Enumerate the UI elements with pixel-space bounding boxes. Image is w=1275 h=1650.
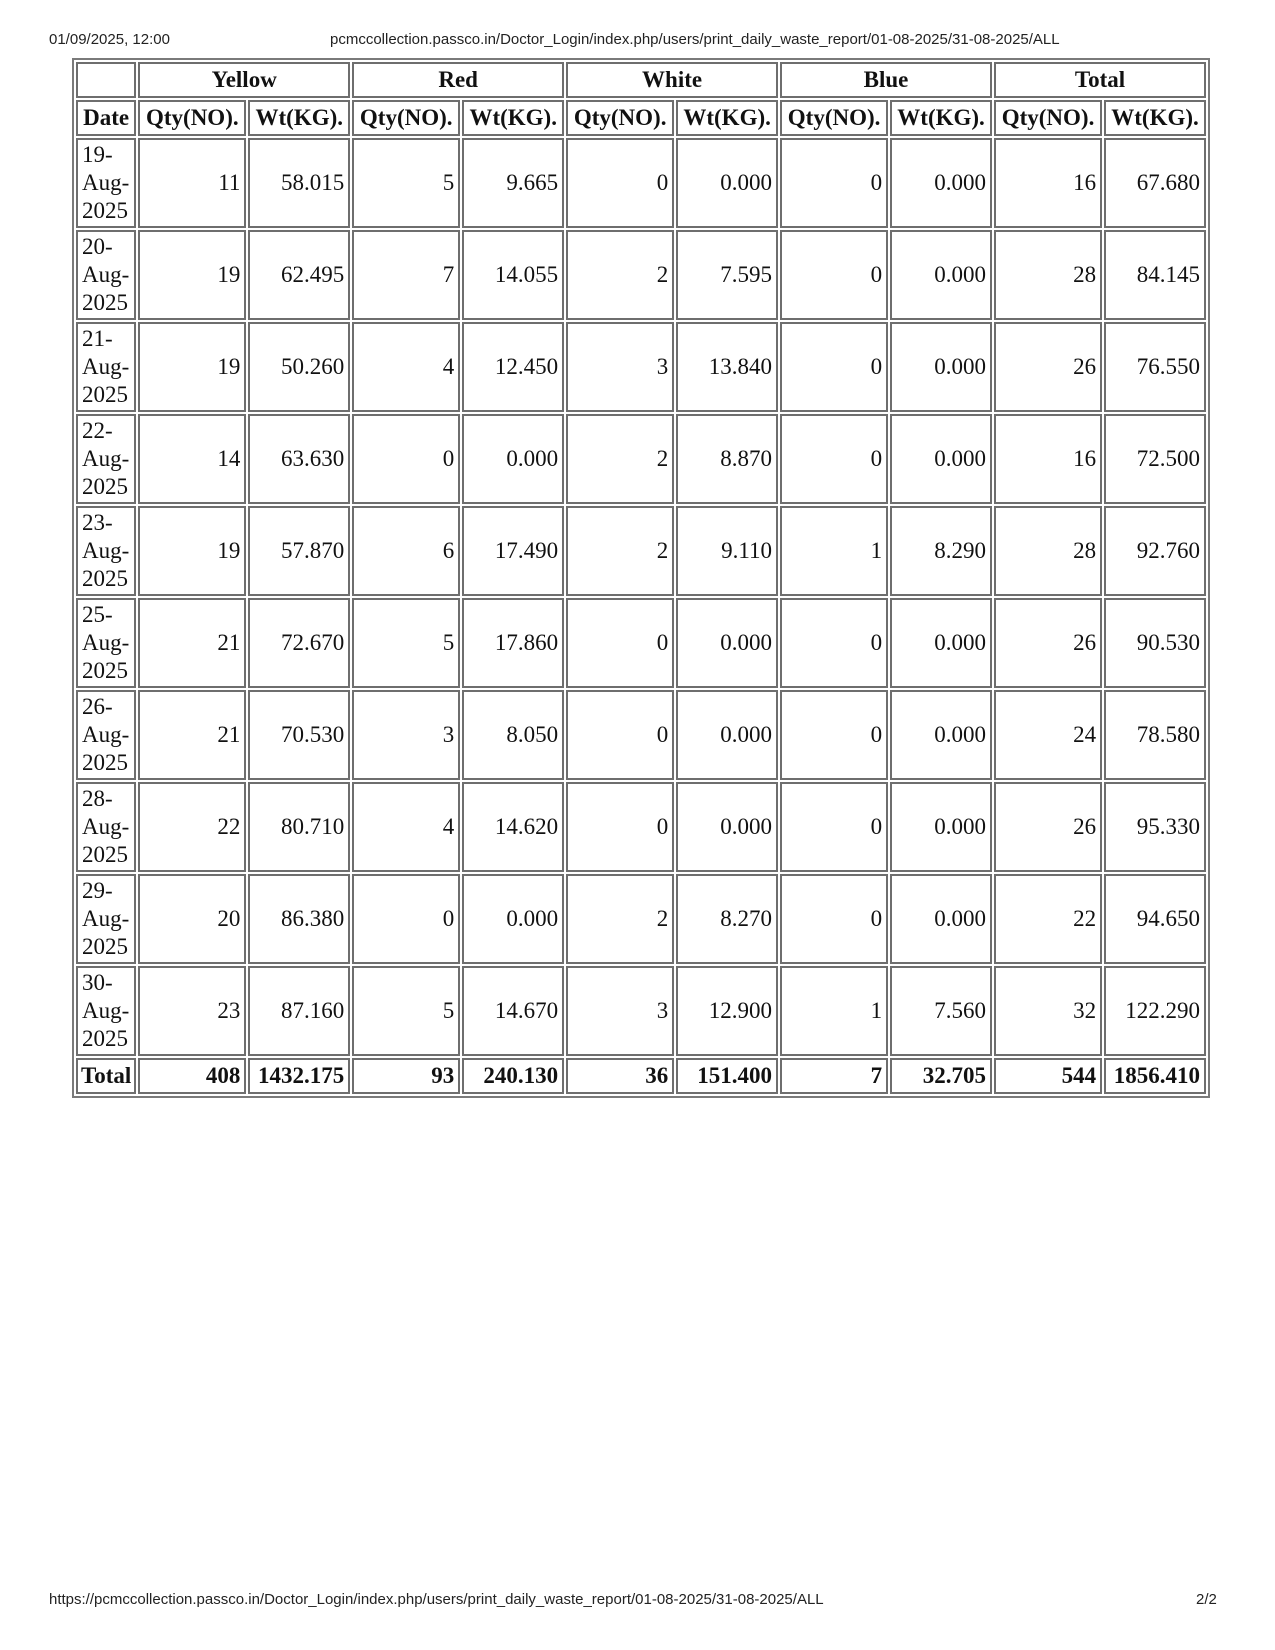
wt-cell: 90.530 [1104, 598, 1206, 688]
qty-cell: 26 [994, 598, 1102, 688]
wt-cell: 17.490 [462, 506, 564, 596]
qty-cell: 0 [780, 138, 888, 228]
qty-cell: 0 [566, 690, 674, 780]
table-row [76, 322, 1206, 412]
qty-cell: 19 [138, 322, 246, 412]
blank-header-cell [76, 62, 136, 98]
table-row [76, 782, 1206, 872]
date-cell [76, 690, 136, 780]
qty-cell: 5 [352, 138, 460, 228]
wt-cell: 9.110 [676, 506, 778, 596]
print-header-url: pcmccollection.passco.in/Doctor_Login/index.php/users/print_daily_waste_report/01-08-2025/31-08-2025/ALL [330, 31, 1060, 48]
wt-cell: 72.500 [1104, 414, 1206, 504]
date-cell [76, 966, 136, 1056]
qty-cell: 28 [994, 506, 1102, 596]
report-body [76, 138, 1206, 1056]
date-part: 2025 [82, 1026, 128, 1051]
wt-header: Wt(KG). [462, 100, 564, 136]
qty-cell: 0 [352, 874, 460, 964]
qty-cell: 0 [780, 874, 888, 964]
wt-header: Wt(KG). [1104, 100, 1206, 136]
qty-cell: 0 [780, 230, 888, 320]
wt-cell: 14.055 [462, 230, 564, 320]
wt-cell: 0.000 [890, 414, 992, 504]
qty-cell: 6 [352, 506, 460, 596]
wt-cell: 78.580 [1104, 690, 1206, 780]
wt-cell: 50.260 [248, 322, 350, 412]
wt-cell: 76.550 [1104, 322, 1206, 412]
qty-cell: 2 [566, 506, 674, 596]
daily-waste-report-table [72, 58, 1210, 1098]
table-row [76, 230, 1206, 320]
wt-cell: 57.870 [248, 506, 350, 596]
wt-cell: 67.680 [1104, 138, 1206, 228]
qty-cell: 23 [138, 966, 246, 1056]
wt-cell: 84.145 [1104, 230, 1206, 320]
wt-cell: 0.000 [890, 874, 992, 964]
wt-cell: 122.290 [1104, 966, 1206, 1056]
qty-cell: 0 [352, 414, 460, 504]
wt-cell: 0.000 [676, 690, 778, 780]
qty-cell: 20 [138, 874, 246, 964]
group-header-total: Total [994, 62, 1206, 98]
total-cell: 1432.175 [248, 1058, 350, 1094]
qty-cell: 22 [994, 874, 1102, 964]
wt-cell: 12.900 [676, 966, 778, 1056]
wt-cell: 86.380 [248, 874, 350, 964]
date-part: Aug- [82, 538, 130, 563]
date-part: 20- [82, 234, 113, 259]
date-part: 21- [82, 326, 113, 351]
qty-cell: 0 [566, 598, 674, 688]
total-cell: 1856.410 [1104, 1058, 1206, 1094]
page-number: 2/2 [1196, 1591, 1217, 1608]
wt-cell: 0.000 [676, 782, 778, 872]
wt-cell: 14.620 [462, 782, 564, 872]
total-cell: 7 [780, 1058, 888, 1094]
qty-cell: 3 [566, 966, 674, 1056]
date-part: 28- [82, 786, 113, 811]
total-cell: 93 [352, 1058, 460, 1094]
total-cell: 36 [566, 1058, 674, 1094]
date-part: Aug- [82, 354, 130, 379]
table-row [76, 690, 1206, 780]
qty-cell: 2 [566, 414, 674, 504]
date-cell [76, 230, 136, 320]
date-cell [76, 874, 136, 964]
date-part: 22- [82, 418, 113, 443]
wt-cell: 7.560 [890, 966, 992, 1056]
wt-cell: 87.160 [248, 966, 350, 1056]
group-header-row [76, 62, 1206, 98]
qty-cell: 28 [994, 230, 1102, 320]
print-datetime: 01/09/2025, 12:00 [49, 31, 170, 48]
table-row [76, 598, 1206, 688]
qty-cell: 4 [352, 782, 460, 872]
wt-cell: 0.000 [890, 230, 992, 320]
wt-cell: 63.630 [248, 414, 350, 504]
wt-cell: 8.870 [676, 414, 778, 504]
table-row [76, 874, 1206, 964]
print-footer-url: https://pcmccollection.passco.in/Doctor_Login/index.php/users/print_daily_waste_report/01-08-2025/31-08-2025/ALL [49, 1591, 824, 1608]
qty-cell: 7 [352, 230, 460, 320]
wt-cell: 8.290 [890, 506, 992, 596]
wt-cell: 17.860 [462, 598, 564, 688]
qty-cell: 0 [566, 138, 674, 228]
date-part: Aug- [82, 630, 130, 655]
qty-cell: 26 [994, 782, 1102, 872]
qty-header: Qty(NO). [138, 100, 246, 136]
qty-cell: 16 [994, 138, 1102, 228]
date-cell [76, 322, 136, 412]
date-part: 2025 [82, 934, 128, 959]
date-part: 2025 [82, 198, 128, 223]
total-label: Total [76, 1058, 136, 1094]
qty-cell: 24 [994, 690, 1102, 780]
date-header: Date [76, 100, 136, 136]
total-cell: 408 [138, 1058, 246, 1094]
qty-cell: 14 [138, 414, 246, 504]
wt-cell: 9.665 [462, 138, 564, 228]
date-part: 25- [82, 602, 113, 627]
qty-cell: 0 [780, 690, 888, 780]
date-cell [76, 782, 136, 872]
table-row [76, 966, 1206, 1056]
wt-cell: 0.000 [890, 138, 992, 228]
table-row [76, 506, 1206, 596]
wt-cell: 62.495 [248, 230, 350, 320]
qty-cell: 2 [566, 230, 674, 320]
date-part: Aug- [82, 170, 130, 195]
qty-cell: 21 [138, 690, 246, 780]
wt-cell: 58.015 [248, 138, 350, 228]
date-part: 2025 [82, 474, 128, 499]
qty-cell: 16 [994, 414, 1102, 504]
qty-cell: 5 [352, 966, 460, 1056]
wt-header: Wt(KG). [248, 100, 350, 136]
qty-header: Qty(NO). [780, 100, 888, 136]
qty-cell: 0 [566, 782, 674, 872]
date-part: 2025 [82, 566, 128, 591]
qty-cell: 2 [566, 874, 674, 964]
wt-cell: 0.000 [890, 690, 992, 780]
qty-cell: 3 [352, 690, 460, 780]
wt-cell: 72.670 [248, 598, 350, 688]
date-cell [76, 598, 136, 688]
qty-cell: 19 [138, 230, 246, 320]
qty-header: Qty(NO). [994, 100, 1102, 136]
date-cell [76, 138, 136, 228]
date-part: Aug- [82, 722, 130, 747]
group-header-yellow: Yellow [138, 62, 350, 98]
qty-cell: 21 [138, 598, 246, 688]
wt-cell: 95.330 [1104, 782, 1206, 872]
qty-cell: 1 [780, 506, 888, 596]
wt-cell: 94.650 [1104, 874, 1206, 964]
qty-cell: 26 [994, 322, 1102, 412]
qty-cell: 4 [352, 322, 460, 412]
wt-cell: 8.050 [462, 690, 564, 780]
wt-cell: 0.000 [890, 322, 992, 412]
date-part: Aug- [82, 262, 130, 287]
wt-cell: 12.450 [462, 322, 564, 412]
date-part: 2025 [82, 382, 128, 407]
wt-cell: 0.000 [890, 598, 992, 688]
date-part: 26- [82, 694, 113, 719]
qty-cell: 11 [138, 138, 246, 228]
total-cell: 240.130 [462, 1058, 564, 1094]
qty-cell: 22 [138, 782, 246, 872]
date-part: 23- [82, 510, 113, 535]
wt-header: Wt(KG). [890, 100, 992, 136]
wt-cell: 13.840 [676, 322, 778, 412]
qty-header: Qty(NO). [352, 100, 460, 136]
wt-cell: 70.530 [248, 690, 350, 780]
group-header-red: Red [352, 62, 564, 98]
total-row [76, 1058, 1206, 1094]
group-header-blue: Blue [780, 62, 992, 98]
qty-cell: 19 [138, 506, 246, 596]
date-part: 30- [82, 970, 113, 995]
qty-cell: 0 [780, 598, 888, 688]
qty-header: Qty(NO). [566, 100, 674, 136]
qty-cell: 0 [780, 322, 888, 412]
qty-cell: 0 [780, 782, 888, 872]
group-header-white: White [566, 62, 778, 98]
table-row [76, 414, 1206, 504]
wt-cell: 0.000 [462, 874, 564, 964]
wt-cell: 14.670 [462, 966, 564, 1056]
wt-cell: 0.000 [676, 598, 778, 688]
date-part: Aug- [82, 906, 130, 931]
total-cell: 544 [994, 1058, 1102, 1094]
date-part: 2025 [82, 290, 128, 315]
date-part: 29- [82, 878, 113, 903]
wt-cell: 7.595 [676, 230, 778, 320]
qty-cell: 1 [780, 966, 888, 1056]
wt-cell: 80.710 [248, 782, 350, 872]
date-cell [76, 414, 136, 504]
qty-cell: 0 [780, 414, 888, 504]
date-part: 2025 [82, 750, 128, 775]
total-cell: 32.705 [890, 1058, 992, 1094]
wt-header: Wt(KG). [676, 100, 778, 136]
date-part: Aug- [82, 998, 130, 1023]
wt-cell: 92.760 [1104, 506, 1206, 596]
wt-cell: 0.000 [890, 782, 992, 872]
date-part: 19- [82, 142, 113, 167]
qty-cell: 5 [352, 598, 460, 688]
column-header-row [76, 100, 1206, 136]
date-cell [76, 506, 136, 596]
date-part: 2025 [82, 658, 128, 683]
table-row [76, 138, 1206, 228]
qty-cell: 32 [994, 966, 1102, 1056]
total-cell: 151.400 [676, 1058, 778, 1094]
wt-cell: 0.000 [462, 414, 564, 504]
wt-cell: 8.270 [676, 874, 778, 964]
date-part: Aug- [82, 814, 130, 839]
qty-cell: 3 [566, 322, 674, 412]
date-part: Aug- [82, 446, 130, 471]
date-part: 2025 [82, 842, 128, 867]
wt-cell: 0.000 [676, 138, 778, 228]
